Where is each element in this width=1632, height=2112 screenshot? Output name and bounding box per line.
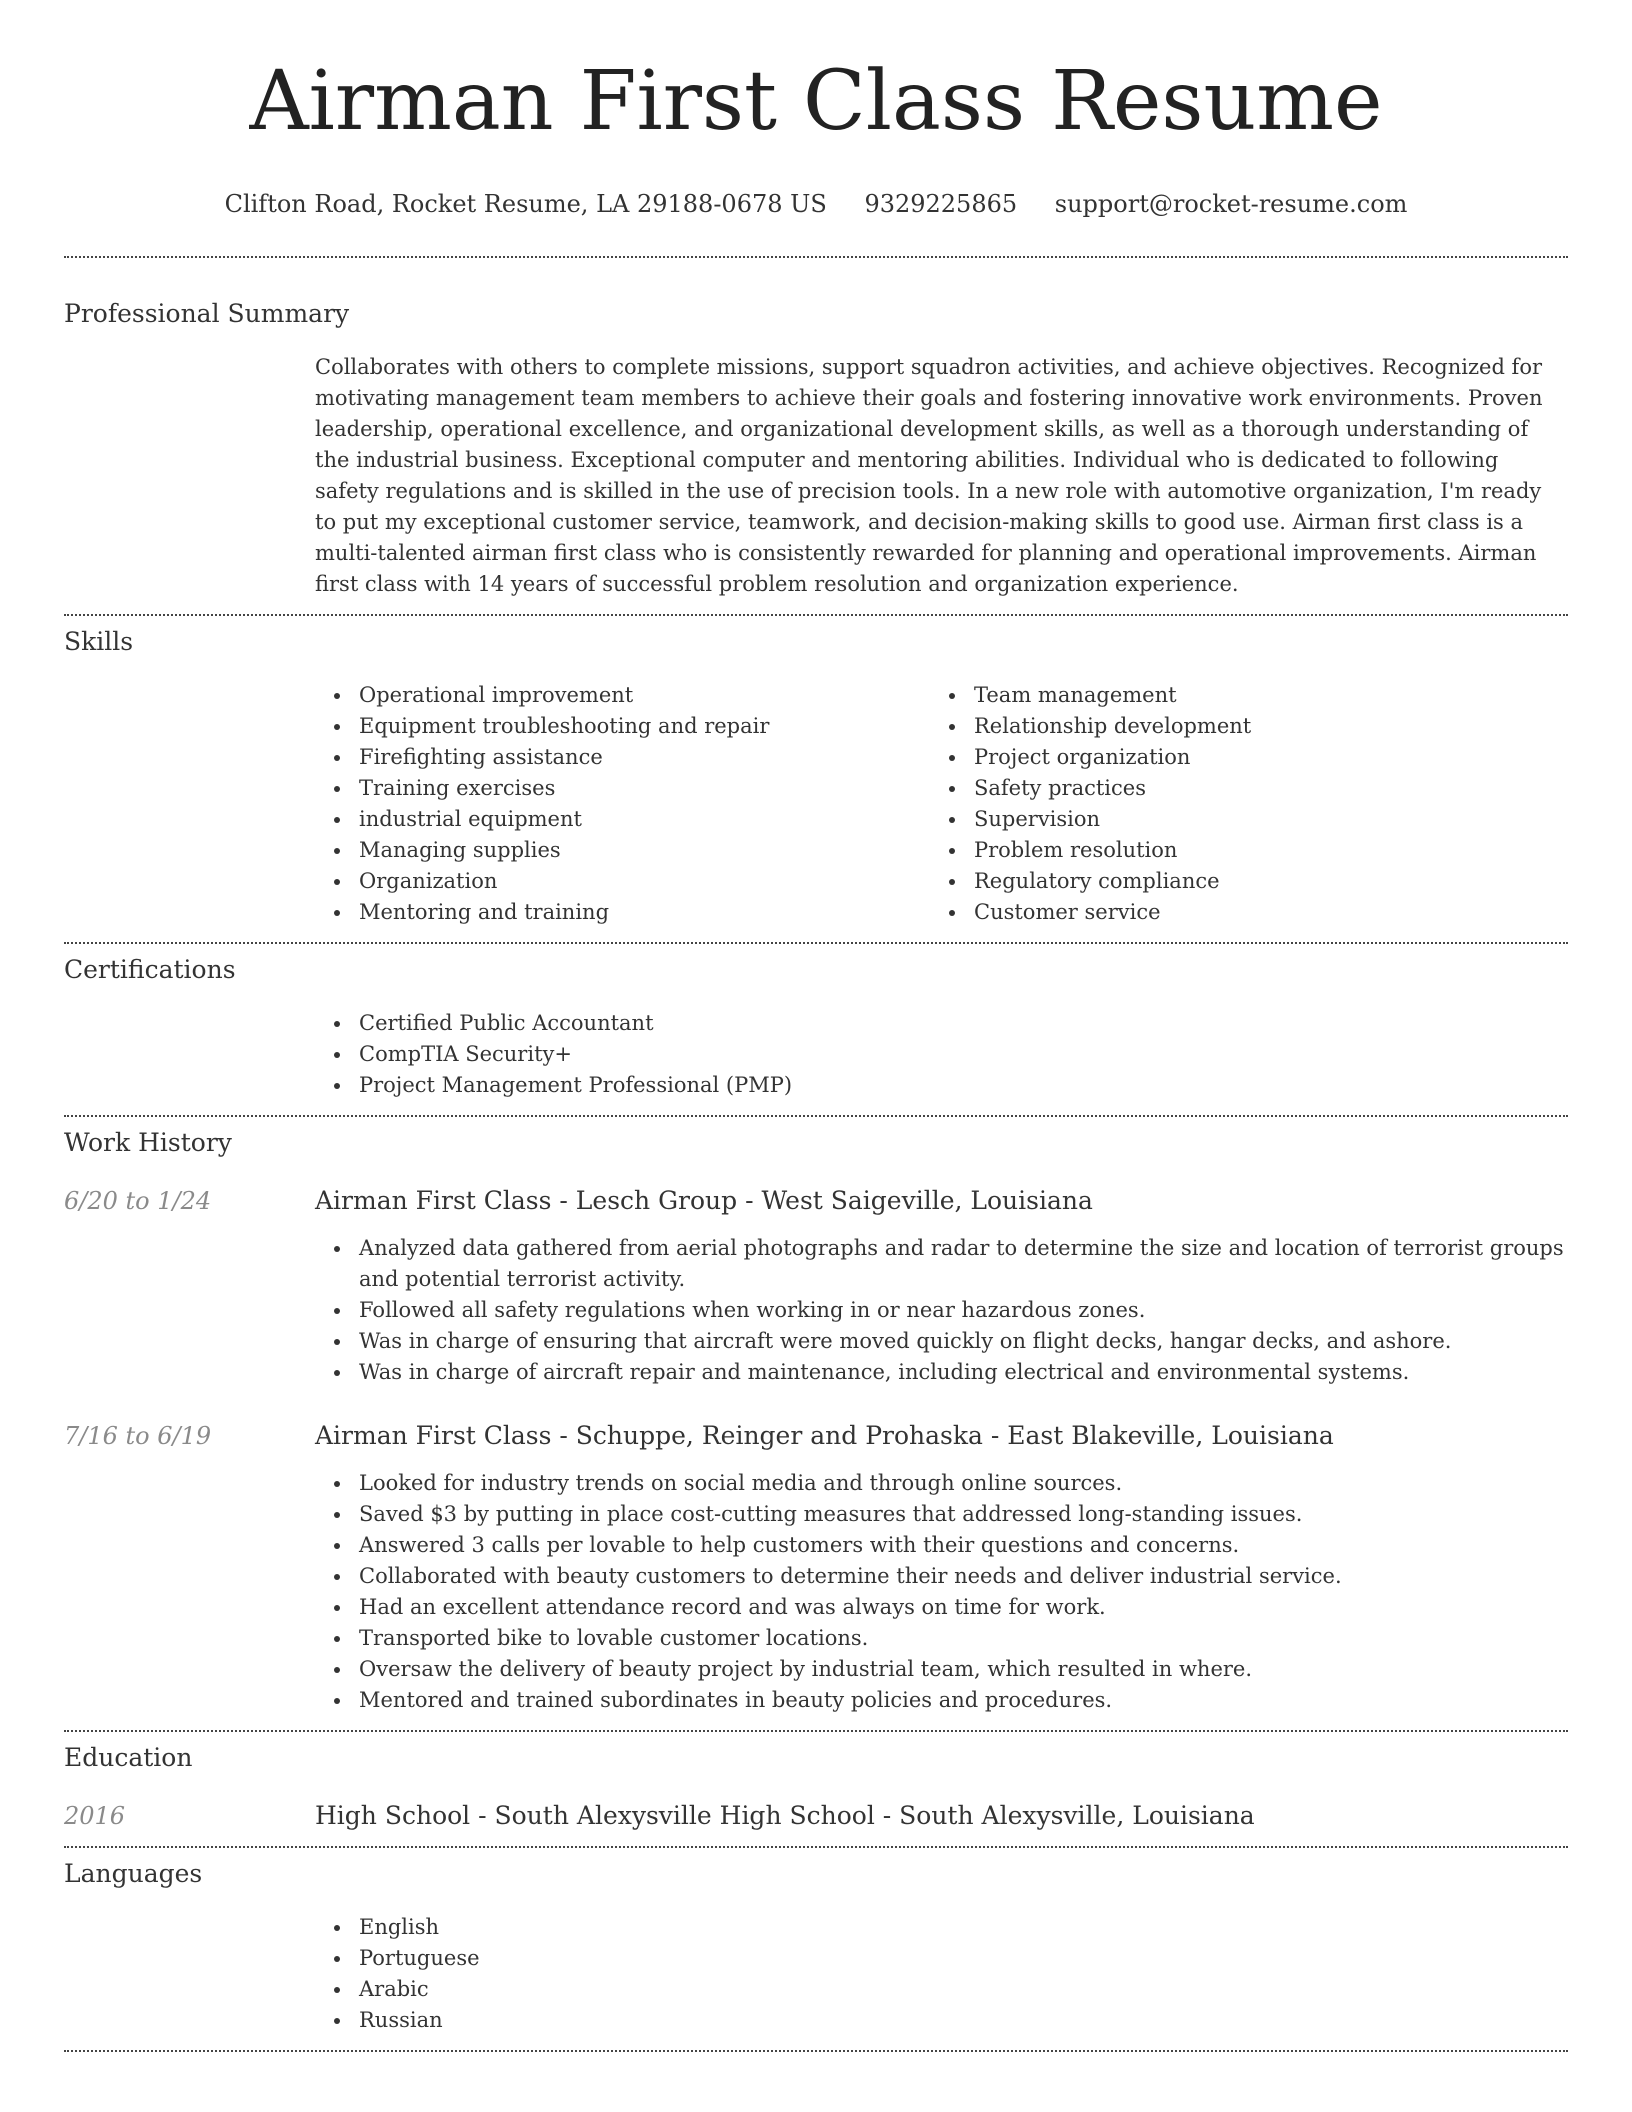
list-item: Analyzed data gathered from aerial photographs and radar to determine the size and location of terrorist groups and potential terrorist activity. xyxy=(315,1233,1568,1295)
skills-list-right xyxy=(930,680,1545,928)
list-item: Looked for industry trends on social media and through online sources. xyxy=(315,1468,1568,1499)
contact-email: support@rocket-resume.com xyxy=(1054,190,1408,218)
education-title: High School - South Alexysville High School - South Alexysville, Louisiana xyxy=(315,1801,1255,1830)
certifications-list xyxy=(315,1008,1568,1101)
section-title-certifications: Certifications xyxy=(64,955,236,984)
list-item: Russian xyxy=(315,2005,1568,2036)
skills-columns xyxy=(315,680,1568,928)
summary-section xyxy=(64,298,1568,600)
job-header xyxy=(64,1420,1568,1452)
list-item: industrial equipment xyxy=(315,804,930,835)
divider xyxy=(64,1730,1568,1732)
list-item: Was in charge of ensuring that aircraft were moved quickly on flight decks, hangar decks, and ashore. xyxy=(315,1326,1568,1357)
list-item: Certified Public Accountant xyxy=(315,1008,1568,1039)
section-title-summary: Professional Summary xyxy=(64,299,350,328)
list-item: Managing supplies xyxy=(315,835,930,866)
work-history-section xyxy=(64,1127,1568,1716)
contact-phone: 9329225865 xyxy=(864,190,1018,218)
divider xyxy=(64,942,1568,944)
contact-line xyxy=(64,188,1568,220)
list-item: Saved $3 by putting in place cost-cutting measures that addressed long-standing issues. xyxy=(315,1499,1568,1530)
section-title-education: Education xyxy=(64,1743,193,1772)
resume-page xyxy=(64,0,1568,2052)
education-section xyxy=(64,1742,1568,1832)
skills-list-left xyxy=(315,680,930,928)
list-item: Answered 3 calls per lovable to help customers with their questions and concerns. xyxy=(315,1530,1568,1561)
list-item: Regulatory compliance xyxy=(930,866,1545,897)
list-item: Project Management Professional (PMP) xyxy=(315,1070,1568,1101)
list-item: Firefighting assistance xyxy=(315,742,930,773)
list-item: Relationship development xyxy=(930,711,1545,742)
section-title-work: Work History xyxy=(64,1128,232,1157)
job-header xyxy=(64,1185,1568,1217)
list-item: Transported bike to lovable customer locations. xyxy=(315,1623,1568,1654)
list-item: Mentoring and training xyxy=(315,897,930,928)
list-item: Arabic xyxy=(315,1974,1568,2005)
section-title-skills: Skills xyxy=(64,627,134,656)
divider xyxy=(64,1115,1568,1117)
list-item: Portuguese xyxy=(315,1943,1568,1974)
list-item: Problem resolution xyxy=(930,835,1545,866)
job-date: 7/16 to 6/19 xyxy=(64,1422,212,1450)
list-item: Was in charge of aircraft repair and maintenance, including electrical and environmental systems. xyxy=(315,1357,1568,1388)
education-entry xyxy=(64,1800,1568,1832)
job-date: 6/20 to 1/24 xyxy=(64,1187,212,1215)
skills-section xyxy=(64,626,1568,928)
list-item: Training exercises xyxy=(315,773,930,804)
list-item: Had an excellent attendance record and was always on time for work. xyxy=(315,1592,1568,1623)
list-item: Followed all safety regulations when working in or near hazardous zones. xyxy=(315,1295,1568,1326)
languages-section xyxy=(64,1858,1568,2036)
list-item: Project organization xyxy=(930,742,1545,773)
job-title: Airman First Class - Lesch Group - West Saigeville, Louisiana xyxy=(315,1186,1093,1215)
contact-address: Clifton Road, Rocket Resume, LA 29188-0678 US xyxy=(224,190,827,218)
job-bullets xyxy=(315,1468,1568,1716)
divider xyxy=(64,2050,1568,2052)
divider xyxy=(64,614,1568,616)
languages-list xyxy=(315,1912,1568,2036)
list-item: CompTIA Security+ xyxy=(315,1039,1568,1070)
resume-name: Airman First Class Resume xyxy=(249,54,1383,149)
divider xyxy=(64,256,1568,258)
divider xyxy=(64,1846,1568,1848)
list-item: Customer service xyxy=(930,897,1545,928)
list-item: Organization xyxy=(315,866,930,897)
job-title: Airman First Class - Schuppe, Reinger and Prohaska - East Blakeville, Louisiana xyxy=(315,1421,1334,1450)
education-date: 2016 xyxy=(64,1802,126,1830)
job-entry xyxy=(64,1420,1568,1716)
certifications-section xyxy=(64,954,1568,1101)
section-title-languages: Languages xyxy=(64,1859,203,1888)
summary-text: Collaborates with others to complete missions, support squadron activities, and achieve objectives. Recognized for motivating management team members to achieve their goals and fostering innovative work environments. Proven leadership, operational excellence, and organizational development skills, as well as a thorough understanding of the industrial business. Exceptional computer and mentoring abilities. Individual who is dedicated to following safety regulations and is skilled in the use of precision tools. In a new role with automotive organization, I'm ready to put my exceptional customer service, teamwork, and decision-making skills to good use. Airman first class is a multi-talented airman first class who is consistently rewarded for planning and operational improvements. Airman first class with 14 years of successful problem resolution and organization experience. xyxy=(315,355,1543,596)
job-entry xyxy=(64,1185,1568,1388)
job-bullets xyxy=(315,1233,1568,1388)
list-item: Collaborated with beauty customers to determine their needs and deliver industrial service. xyxy=(315,1561,1568,1592)
list-item: Mentored and trained subordinates in beauty policies and procedures. xyxy=(315,1685,1568,1716)
list-item: Oversaw the delivery of beauty project by industrial team, which resulted in where. xyxy=(315,1654,1568,1685)
list-item: English xyxy=(315,1912,1568,1943)
list-item: Equipment troubleshooting and repair xyxy=(315,711,930,742)
list-item: Operational improvement xyxy=(315,680,930,711)
list-item: Team management xyxy=(930,680,1545,711)
list-item: Supervision xyxy=(930,804,1545,835)
list-item: Safety practices xyxy=(930,773,1545,804)
